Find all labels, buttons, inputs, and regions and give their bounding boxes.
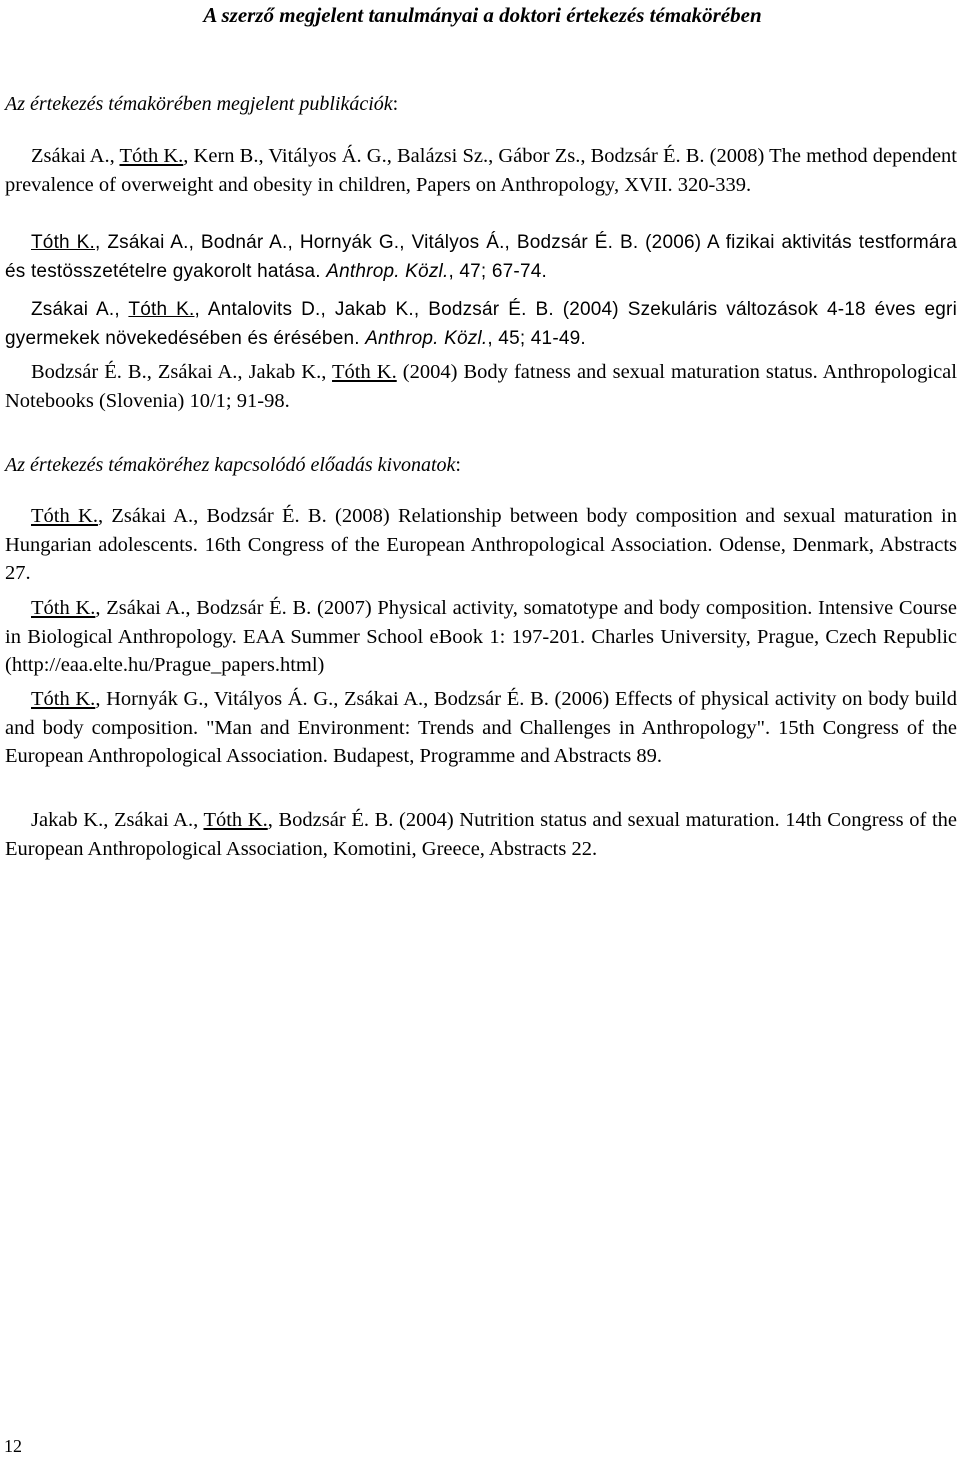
abstracts-title-text: Az értekezés témaköréhez kapcsolódó előadás kivonatok [5,454,456,476]
entry-text: (2004) Body fatness and sexual maturation status. Anthropological Notebooks (Slovenia) 10/1; 91-98. [5,361,957,412]
entry-lead-authors: Bodzsár É. B., Zsákai A., Jakab K., [31,361,333,383]
publication-entry [5,142,957,199]
page-heading: A szerző megjelent tanulmányai a doktori értekezés témakörében [203,3,762,27]
entry-text: , Zsákai A., Bodzsár É. B. (2008) Relationship between body composition and sexual maturation in Hungarian adolescents. 16th Congress of the European Anthropological Association. Odense, Denmark, Abstracts 27. [5,505,957,585]
entry-journal: Anthrop. Közl. [326,260,449,282]
entry-text: , Zsákai A., Bodnár A., Hornyák G., Vitályos Á., Bodzsár É. B. (2006) A fizikai aktivitás testformára és testösszetételre gyakorolt hatása. [5,232,957,282]
abstract-entry [5,502,957,588]
publications-section-title [5,92,960,116]
page-number: 12 [4,1436,22,1456]
entry-underlined-author: Tóth K. [203,809,268,831]
entry-journal: Anthrop. Közl. [365,327,488,349]
entry-lead-authors: Jakab K., Zsákai A., [31,809,204,831]
entry-text: , Zsákai A., Bodzsár É. B. (2007) Physical activity, somatotype and body composition. Intensive Course in Biological Anthropology. EAA Summer School eBook 1: 197-201. Charles University, Prague, Czech Republic (http://eaa.elte.hu/Prague_papers.html) [5,597,957,677]
entry-underlined-author: Tóth K. [119,145,184,167]
entry-underlined-author: Tóth K. [31,232,96,253]
entry-tail: , 47; 67-74. [448,260,547,282]
publication-entry [5,296,957,353]
entry-text: , Hornyák G., Vitályos Á. G., Zsákai A., Bodzsár É. B. (2006) Effects of physical activity on body build and body composition. "Man and Environment: Trends and Challenges in Anthropology". 15th Congress of the European Anthropological Association. Budapest, Programme and Abstracts 89. [5,688,957,768]
publications-title-suffix: : [392,93,399,115]
entry-underlined-author: Tóth K. [31,505,98,527]
publication-entry [5,229,957,286]
abstract-entry [5,594,957,680]
publications-title-text: Az értekezés témakörében megjelent publikációk [5,93,393,115]
abstract-entry [5,685,957,771]
entry-underlined-author: Tóth K. [332,361,397,383]
entry-text: , Antalovits D., Jakab K., Bodzsár É. B. (2004) Szekuláris változások 4-18 éves egri gyermekek növekedésében és érésében. [5,299,957,349]
entry-underlined-author: Tóth K. [31,688,96,710]
abstracts-title-suffix: : [455,454,461,476]
abstract-entry [5,806,957,863]
entry-lead-authors: Zsákai A., [31,299,129,320]
abstracts-section-title [5,453,960,477]
publication-entry [5,358,957,415]
entry-lead-authors: Zsákai A., [31,145,120,167]
entry-tail: , 45; 41-49. [487,327,586,349]
entry-underlined-author: Tóth K. [128,299,195,320]
entry-text: , Kern B., Vitályos Á. G., Balázsi Sz., Gábor Zs., Bodzsár É. B. (2008) The method dependent prevalence of overweight and obesity in children, Papers on Anthropology, XVII. 320-339. [5,145,957,196]
entry-text: , Bodzsár É. B. (2004) Nutrition status and sexual maturation. 14th Congress of the European Anthropological Association, Komotini, Greece, Abstracts 22. [5,809,957,860]
entry-underlined-author: Tóth K. [31,597,96,619]
